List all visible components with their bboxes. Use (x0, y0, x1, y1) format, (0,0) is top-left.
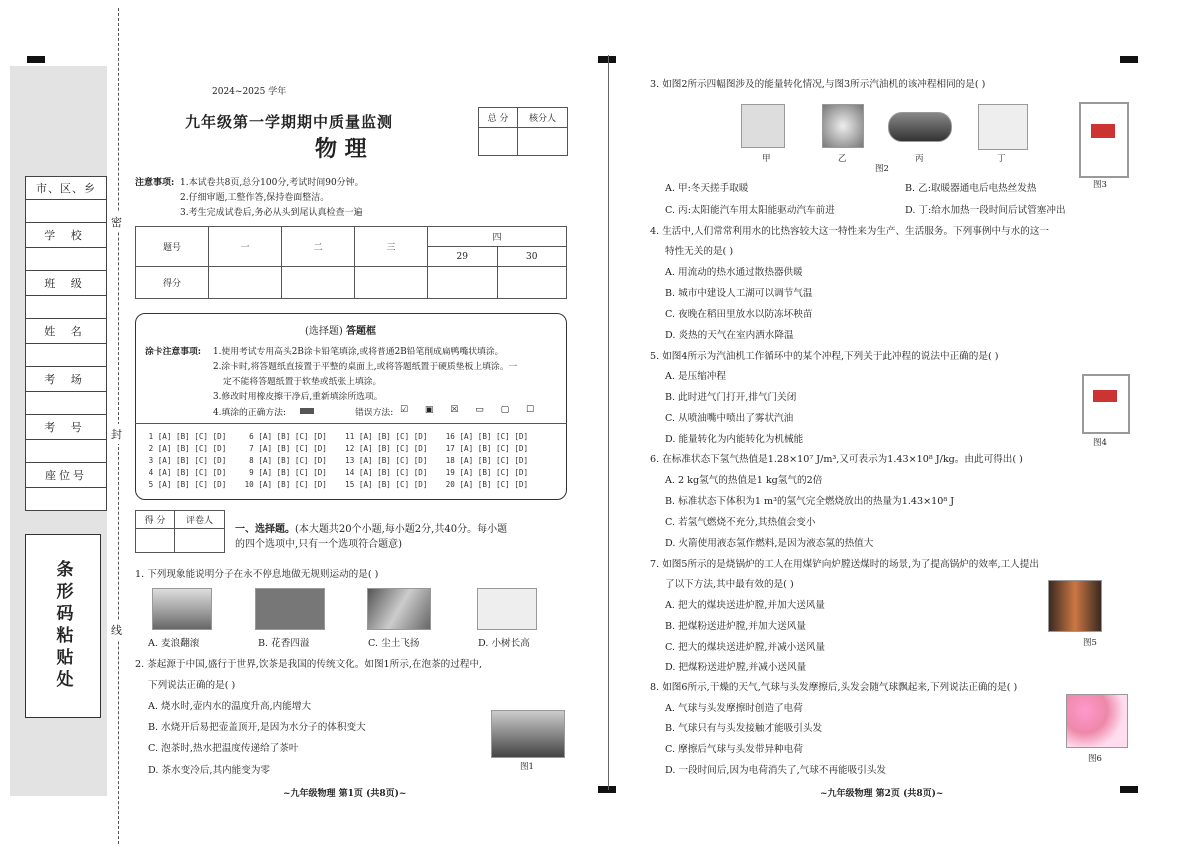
answer-note-5: 4.填涂的正确方法: (213, 408, 286, 418)
correct-fill-sample (300, 408, 314, 414)
q8-option-a[interactable]: A. 气球与头发摩擦时创造了电荷 (665, 703, 803, 714)
score-table-header: 题号 (136, 227, 209, 267)
exam-title: 九年级第一学期期中质量监测 (185, 113, 394, 131)
q8-option-c[interactable]: C. 摩擦后气球与头发带异种电荷 (665, 744, 803, 755)
fig2-label-bing: 丙 (915, 154, 924, 164)
checker-cell[interactable] (518, 128, 568, 156)
grader-score-label: 得 分 (136, 511, 175, 529)
answer-note-2: 2.涂卡时,将答题纸直接置于平整的桌面上,或将答题纸置于硬质垫板上填涂。一 (213, 362, 518, 372)
q1-image-b (255, 588, 325, 630)
bubble-row[interactable]: 3 [A] [B] [C] [D] 8 [A] [B] [C] [D] 13 [A] [B] [C] [D] 18 [A] [B] [C] [D] (144, 456, 529, 465)
field-school-blank[interactable] (26, 248, 106, 271)
q1-image-d (477, 588, 537, 630)
registration-mark (1120, 786, 1138, 793)
q4-option-d[interactable]: D. 炎热的天气在室内洒水降温 (665, 330, 794, 341)
q1-option-c[interactable]: C. 尘土飞扬 (368, 638, 420, 649)
grader-score-cell[interactable] (136, 529, 175, 553)
score-cell[interactable] (355, 267, 428, 299)
field-name-blank[interactable] (26, 344, 106, 367)
barcode-label: 条形码粘贴处 (52, 560, 73, 692)
q7-option-d[interactable]: D. 把煤粉送进炉膛,并减小送风量 (665, 662, 807, 673)
notice-line-1: 1.本试卷共8页,总分100分,考试时间90分钟。 (180, 178, 364, 188)
q6-option-d[interactable]: D. 火箭使用液态氢作燃料,是因为液态氢的热值大 (665, 538, 874, 549)
fig2-image-jia (741, 104, 785, 148)
figure-4-caption: 图4 (1093, 438, 1107, 448)
figure-3-caption: 图3 (1093, 180, 1107, 190)
field-district-blank[interactable] (26, 200, 106, 223)
answer-box-divider (135, 423, 567, 424)
wrong-fill-samples: ☑ ▣ ☒ ▭ ▢ ☐ (400, 405, 542, 415)
q5-option-c[interactable]: C. 从喷油嘴中喷出了雾状汽油 (665, 413, 794, 424)
q2-option-b[interactable]: B. 水烧开后易把壶盖顶开,是因为水分子的体积变大 (148, 722, 366, 733)
answer-box-title-prefix: (选择题) (305, 326, 343, 337)
q3-option-c[interactable]: C. 丙:太阳能汽车用太阳能驱动汽车前进 (665, 205, 835, 216)
q5-text: 5. 如图4所示为汽油机工作循环中的某个冲程,下列关于此冲程的说法中正确的是( ) (650, 351, 999, 362)
q3-option-d[interactable]: D. 丁:给水加热一段时间后试管塞冲出 (905, 205, 1066, 216)
notice-line-3: 3.考生完成试卷后,务必从头到尾认真检查一遍 (180, 208, 363, 218)
answer-box-title-bold: 答题框 (346, 326, 376, 337)
score-col-3: 三 (355, 227, 428, 267)
q7-option-b[interactable]: B. 把煤粉送进炉膛,并加大送风量 (665, 621, 806, 632)
q1-text: 1. 下列现象能说明分子在永不停息地做无规则运动的是( ) (135, 569, 379, 580)
q2-text-2: 下列说法正确的是( ) (148, 680, 236, 691)
page-divider (608, 55, 609, 790)
q1-image-a (152, 588, 212, 630)
score-cell[interactable] (428, 267, 498, 299)
q5-option-d[interactable]: D. 能量转化为内能转化为机械能 (665, 434, 804, 445)
seal-char-feng: 封 (111, 424, 122, 444)
score-subcol-30: 30 (497, 247, 567, 267)
q2-text-1: 2. 茶起源于中国,盛行于世界,饮茶是我国的传统文化。如图1所示,在泡茶的过程中, (135, 659, 483, 670)
checker-label: 核分人 (518, 108, 568, 128)
notice-label: 注意事项: (135, 178, 175, 188)
fig2-label-ding: 丁 (997, 154, 1006, 164)
field-room: 考 场 (26, 367, 106, 392)
q4-option-c[interactable]: C. 夜晚在稻田里放水以防冻坏秧苗 (665, 309, 813, 320)
section1-desc1: (本大题共20个小题,每小题2分,共40分。每小题 (295, 524, 508, 535)
score-cell[interactable] (209, 267, 282, 299)
q8-option-b[interactable]: B. 气球只有与头发接触才能吸引头发 (665, 723, 823, 734)
q4-text-2: 特性无关的是( ) (665, 246, 734, 257)
field-exam-number-blank[interactable] (26, 440, 106, 463)
section1-desc2: 的四个选项中,只有一个选项符合题意) (235, 539, 403, 550)
score-col-1: 一 (209, 227, 282, 267)
grader-name-cell[interactable] (175, 529, 225, 553)
fig2-image-ding (978, 104, 1028, 150)
q6-text: 6. 在标准状态下氢气热值是1.28×10⁷ J/m³,又可表示为1.43×10⁸ J/kg。由此可得出( ) (650, 454, 1023, 465)
field-school: 学 校 (26, 223, 106, 248)
score-cell[interactable] (282, 267, 355, 299)
registration-mark (27, 56, 45, 63)
score-subcol-29: 29 (428, 247, 498, 267)
bubble-row[interactable]: 2 [A] [B] [C] [D] 7 [A] [B] [C] [D] 12 [A] [B] [C] [D] 17 [A] [B] [C] [D] (144, 444, 529, 453)
score-col-2: 二 (282, 227, 355, 267)
section1-heading (235, 520, 507, 535)
figure-1-caption: 图1 (520, 762, 534, 772)
student-info-box (25, 176, 107, 511)
seal-char-mi: 密 (111, 212, 122, 232)
fig2-label-yi: 乙 (838, 154, 847, 164)
fig2-label-jia: 甲 (762, 154, 771, 164)
q3-text: 3. 如图2所示四幅图涉及的能量转化情况,与图3所示汽油机的该冲程相同的是( ) (650, 79, 986, 90)
school-year: 2024~2025 学年 (212, 87, 287, 97)
q4-text-1: 4. 生活中,人们常常利用水的比热容较大这一特性来为生产、生活服务。下列事例中与水的这一 (650, 226, 1050, 237)
q2-option-d[interactable]: D. 茶水变冷后,其内能变为零 (148, 765, 271, 776)
total-score-label: 总 分 (479, 108, 518, 128)
q5-option-b[interactable]: B. 此时进气门打开,排气门关闭 (665, 392, 797, 403)
fig2-image-bing (888, 112, 952, 142)
section1-title: 一、选择题。 (235, 524, 295, 535)
registration-mark (1120, 56, 1138, 63)
field-exam-number: 考 号 (26, 415, 106, 440)
footer-left: ~九年级物理 第1页 (共8页)~ (283, 789, 407, 799)
figure-5-image (1048, 580, 1102, 632)
registration-mark (598, 786, 616, 793)
q6-option-a[interactable]: A. 2 kg氢气的热值是1 kg氢气的2倍 (665, 475, 823, 486)
q8-option-d[interactable]: D. 一段时间后,因为电荷消失了,气球不再能吸引头发 (665, 765, 887, 776)
grader-table (135, 510, 225, 553)
bubble-row[interactable]: 4 [A] [B] [C] [D] 9 [A] [B] [C] [D] 14 [A] [B] [C] [D] 19 [A] [B] [C] [D] (144, 468, 529, 477)
score-col-4: 四 (428, 227, 567, 247)
field-seat: 座位号 (26, 463, 106, 488)
field-district: 市、区、乡 (26, 177, 106, 200)
notice-line-2: 2.仔细审题,工整作答,保持卷面整洁。 (180, 193, 330, 203)
q7-option-a[interactable]: A. 把大的煤块送进炉膛,并加大送风量 (665, 600, 825, 611)
score-table (135, 226, 567, 299)
q2-option-c[interactable]: C. 泡茶时,热水把温度传递给了茶叶 (148, 743, 299, 754)
figure-6-image (1066, 694, 1128, 748)
barcode-area (25, 534, 101, 718)
q4-option-a[interactable]: A. 用流动的热水通过散热器供暖 (665, 267, 803, 278)
q5-option-a[interactable]: A. 是压缩冲程 (665, 371, 726, 382)
q6-option-c[interactable]: C. 若氢气燃烧不充分,其热值会变小 (665, 517, 816, 528)
subject-title: 物 理 (315, 136, 367, 162)
q1-image-c (367, 588, 431, 630)
field-class-blank[interactable] (26, 296, 106, 319)
field-room-blank[interactable] (26, 392, 106, 415)
field-class: 班 级 (26, 271, 106, 296)
answer-note-label: 涂卡注意事项: (145, 347, 202, 357)
figure-5-caption: 图5 (1083, 638, 1097, 648)
figure-3-engine (1079, 102, 1129, 178)
figure-1-image (491, 710, 565, 758)
answer-note-6: 错误方法: (355, 408, 394, 418)
fig2-image-yi (822, 104, 864, 148)
figure-2-caption: 图2 (875, 164, 889, 174)
field-seat-blank[interactable] (26, 488, 106, 510)
score-cell[interactable] (497, 267, 567, 299)
q7-option-c[interactable]: C. 把大的煤块送进炉膛,并减小送风量 (665, 642, 826, 653)
answer-note-1: 1.使用考试专用高头2B涂卡铅笔填涂,或将普通2B铅笔削成扁鸭嘴状填涂。 (213, 347, 504, 357)
q2-option-a[interactable]: A. 烧水时,壶内水的温度升高,内能增大 (148, 701, 312, 712)
q8-text: 8. 如图6所示,干燥的天气,气球与头发摩擦后,头发会随气球飘起来,下列说法正确的是( ) (650, 682, 1018, 693)
bubble-row[interactable]: 5 [A] [B] [C] [D] 10 [A] [B] [C] [D] 15 [A] [B] [C] [D] 20 [A] [B] [C] [D] (144, 480, 529, 489)
q4-option-b[interactable]: B. 城市中建设人工湖可以调节气温 (665, 288, 813, 299)
answer-note-3: 定不能将答题纸置于软垫或纸张上填涂。 (223, 377, 382, 387)
total-score-table (478, 107, 568, 156)
bubble-row[interactable]: 1 [A] [B] [C] [D] 6 [A] [B] [C] [D] 11 [A] [B] [C] [D] 16 [A] [B] [C] [D] (144, 432, 529, 441)
q7-text-2: 了以下方法,其中最有效的是( ) (665, 579, 794, 590)
figure-6-caption: 图6 (1088, 754, 1102, 764)
seal-char-xian: 线 (111, 620, 122, 640)
registration-mark (598, 56, 616, 63)
q1-option-b[interactable]: B. 花香四溢 (258, 638, 310, 649)
q1-option-d[interactable]: D. 小树长高 (478, 638, 530, 649)
q3-option-b[interactable]: B. 乙:取暖器通电后电热丝发热 (905, 183, 1037, 194)
footer-right: ~九年级物理 第2页 (共8页)~ (820, 789, 944, 799)
score-row-label: 得分 (136, 267, 209, 299)
figure-4-engine (1082, 374, 1130, 434)
answer-box-title (305, 322, 376, 337)
field-name: 姓 名 (26, 319, 106, 344)
grader-name-label: 评卷人 (175, 511, 225, 529)
q3-option-a[interactable]: A. 甲:冬天搓手取暖 (665, 183, 749, 194)
answer-note-4: 3.修改时用橡皮擦干净后,重新填涂所选项。 (213, 392, 383, 402)
q1-option-a[interactable]: A. 麦浪翻滚 (148, 638, 200, 649)
q6-option-b[interactable]: B. 标准状态下体积为1 m³的氢气完全燃烧放出的热量为1.43×10⁸ J (665, 496, 955, 507)
total-score-cell[interactable] (479, 128, 518, 156)
q7-text-1: 7. 如图5所示的是烧锅炉的工人在用煤铲向炉膛送煤时的场景,为了提高锅炉的效率,工人提出 (650, 559, 1039, 570)
